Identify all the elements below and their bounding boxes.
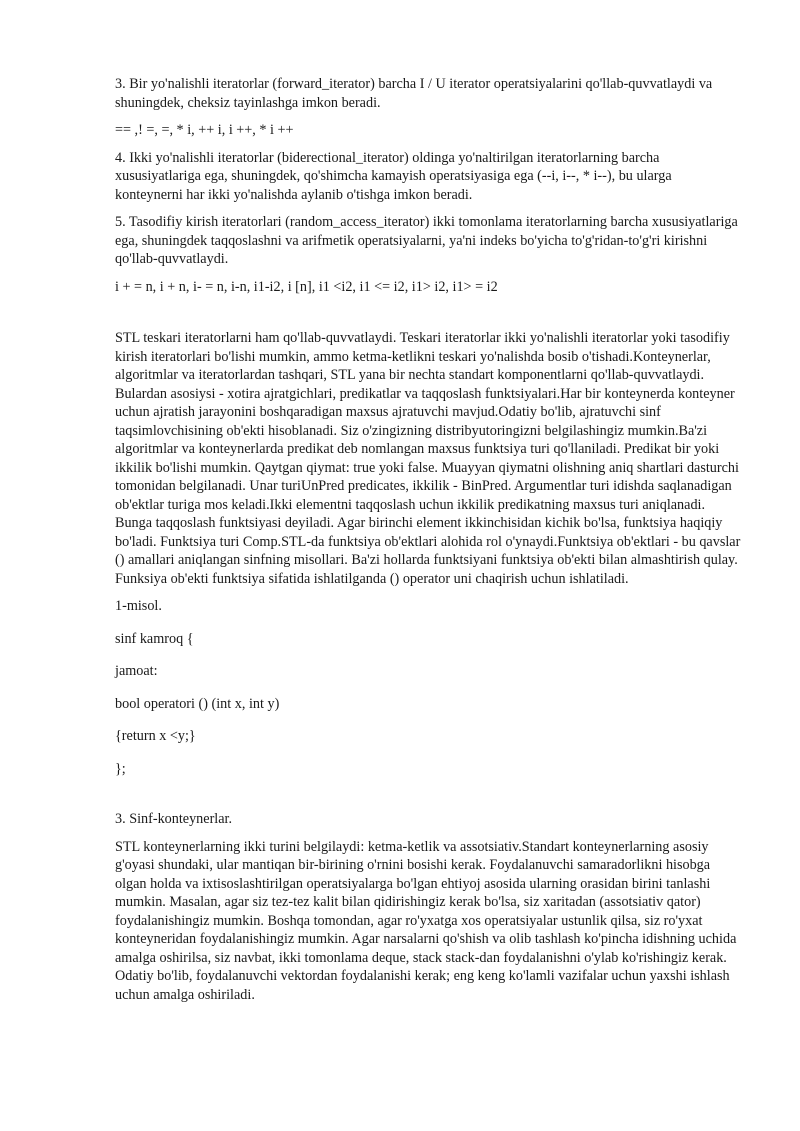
code-example	[115, 597, 741, 778]
forward-iterator-operators: == ,! =, =, * i, ++ i, i ++, * i ++	[115, 122, 294, 138]
example-title: 1-misol.	[115, 598, 162, 614]
paragraph-bidirectional-iterator: 4. Ikki yo'nalishli iteratorlar (biderectional_iterator) oldinga yo'naltirilgan iteratorlarning barcha xususiyatlariga ega, shuningdek, qo'shimcha kamayish operatsiyasiga ega (--i, i--, * i--), bu ularga konteynerni har ikki yo'nalishda aylanib o'tishga imkon beradi.	[115, 149, 672, 203]
section-heading: 3. Sinf-konteynerlar.	[115, 811, 233, 827]
paragraph-forward-iterator: 3. Bir yo'nalishli iteratorlar (forward_iterator) barcha I / U iterator operatsiyalarini qo'llab-quvvatlaydi va shuningdek, cheksiz tayinlashga imkon beradi.	[115, 76, 713, 111]
code-line: {return x <y;}	[115, 728, 196, 744]
code-line: sinf kamroq {	[115, 630, 194, 647]
paragraph-stl-components: STL teskari iteratorlarni ham qo'llab-quvvatlaydi. Teskari iteratorlar ikki yo'nalishli iteratorlar yoki tasodifiy kirish iteratorlari bo'lishi mumkin, ammo ketma-ketlikni teskari yo'nalishda bosib o'tishadi.Konteynerlar, algoritmlar va iteratorlardan tashqari, STL yana bir nechta standart komponentlarni qo'llab-quvvatlaydi. Bulardan asosiysi - xotira ajratgichlari, predikatlar va taqqoslash funktsiyalari.Har bir konteynerda konteyner uchun ajratish jarayonini boshqaradigan maxsus ajratuvchi mavjud.Odatiy bo'lib, ajratuvchi sinf taqsimlovchisining ob'ekti hisoblanadi. Siz o'zingizning distribyutoringizni belgilashingiz mumkin.Ba'zi algoritmlar va konteynerlarda predikat deb nomlangan maxsus funktsiya turi qo'llaniladi. Predikat bir yoki ikkilik bo'lishi mumkin. Qaytgan qiymat: true yoki false. Muayyan qiymatni olishning aniq shartlari dasturchi tomonidan belgilanadi. Unar turiUnPred predicates, ikkilik - BinPred. Argumentlar turi idishda saqlanadigan ob'ektlar turiga mos keladi.Ikki elementni taqqoslash uchun ikkilik predikatning maxsus turi aniqlanadi. Bunga taqqoslash funktsiyasi deyiladi. Agar birinchi element ikkinchisidan kichik bo'lsa, funktsiya haqiqiy bo'ladi. Funktsiya turi Comp.STL-da funktsiya ob'ektlari alohida rol o'ynaydi.Funktsiya ob'ektlari - bu qavslar () amallari aniqlangan sinfning misollari. Ba'zi hollarda funktsiyani funktsiya ob'ekti bilan almashtirish qulay. Funksiya ob'ekti funktsiya sifatida ishlatilganda () operator uni chaqirish uchun ishlatiladi.	[115, 330, 741, 587]
code-line: bool operatori () (int x, int y)	[115, 695, 280, 712]
code-line: };	[115, 760, 126, 777]
random-access-operators: i + = n, i + n, i- = n, i-n, i1-i2, i [n], i1 <i2, i1 <= i2, i1> i2, i1> = i2	[115, 278, 498, 295]
document-page	[115, 75, 741, 1013]
paragraph-random-access-iterator: 5. Tasodifiy kirish iteratorlari (random_access_iterator) ikki tomonlama iteratorlarning barcha xususiyatlariga ega, shuningdek taqqoslashni va arifmetik operatsiyalarni, ya'ni indeks bo'yicha to'g'ridan-to'g'ri kirishni qo'llab-quvvatlaydi.	[115, 214, 738, 267]
spacer	[115, 792, 741, 810]
spacer	[115, 305, 741, 329]
paragraph-containers: STL konteynerlarning ikki turini belgilaydi: ketma-ketlik va assotsiativ.Standart konteynerlarning asosiy g'oyasi shundaki, ular mantiqan bir-birining o'rnini bosishi kerak. Foydalanuvchi samaradorlikni hisobga olgan holda va ixtisoslashtirilgan operatsiyalarga bo'lgan ehtiyoj asosida ularning orasidan birini tanlashi mumkin. Masalan, agar siz tez-tez kalit bilan qidirishingiz kerak bo'lsa, siz xaritadan (assotsiativ qator) foydalanishingiz mumkin. Boshqa tomondan, agar ro'yxatga xos operatsiyalar ustunlik qilsa, siz ro'yxat konteyneridan foydalanishingiz mumkin. Agar narsalarni qo'shish va olib tashlash ko'pincha idishning uchida amalga oshirilsa, siz navbat, ikki tomonlama deque, stack stack-dan foydalanishni o'ylab ko'rishingiz kerak. Odatiy bo'lib, foydalanuvchi vektordan foydalanishi kerak; eng keng ko'lamli vazifalar uchun yaxshi ishlash uchun amalga oshiriladi.	[115, 838, 737, 1003]
code-line: jamoat:	[115, 663, 158, 679]
